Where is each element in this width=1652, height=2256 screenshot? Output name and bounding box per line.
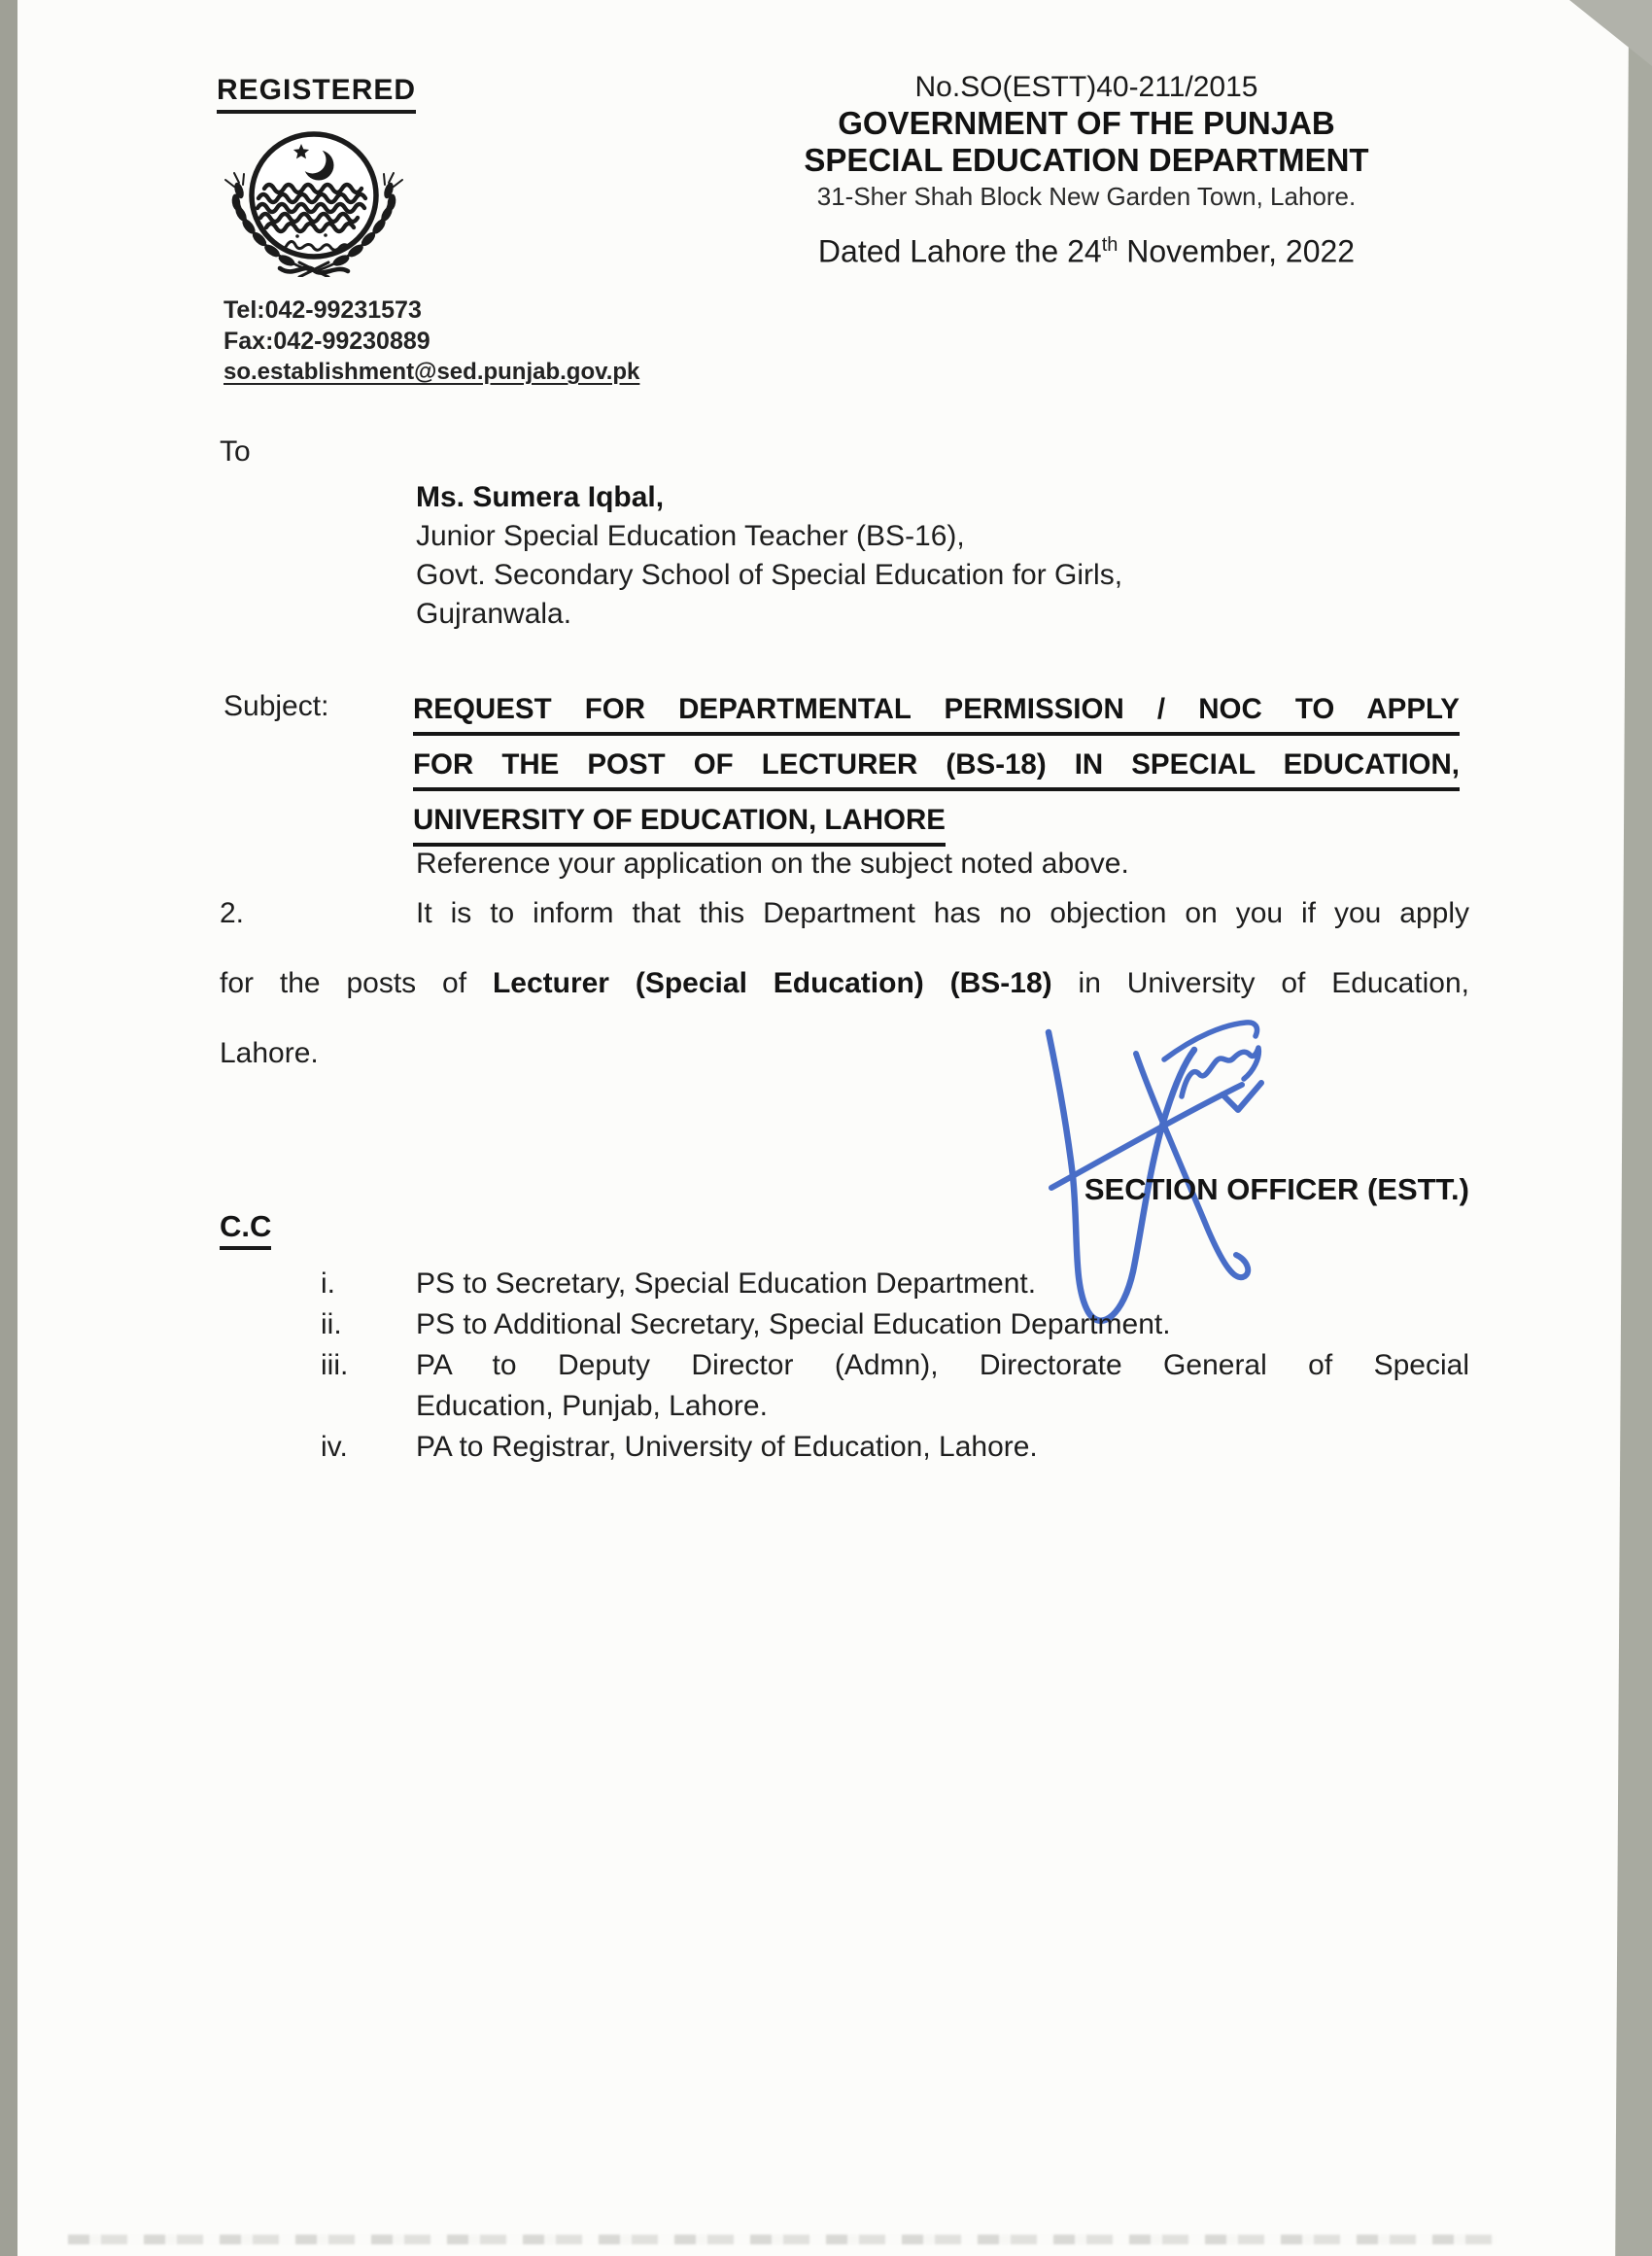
- cc-item: [321, 1304, 1469, 1345]
- to-label: To: [220, 435, 251, 468]
- reference-sentence: Reference your application on the subject noted above.: [416, 848, 1129, 880]
- subject-text: [413, 690, 1460, 856]
- subject-line-1: REQUEST FOR DEPARTMENTAL PERMISSION / NOC TO APPLY: [413, 690, 1460, 736]
- paragraph-line-2-post: in University of Education,: [1078, 967, 1469, 999]
- fax-line: Fax:042-99230889: [224, 328, 430, 355]
- scan-corner-top-right: [1569, 0, 1652, 66]
- paragraph-line-2-bold: Lecturer (Special Education) (BS-18): [492, 967, 1052, 999]
- recipient-city: Gujranwala.: [416, 598, 572, 630]
- cc-text-line-1: PA to Deputy Director (Admn), Directorate General of Special: [416, 1349, 1469, 1381]
- scan-edge-left: [0, 0, 17, 2256]
- date-prefix: Dated Lahore the 24: [817, 233, 1102, 269]
- cc-numeral: iii.: [321, 1349, 349, 1381]
- cc-label: C.C: [220, 1209, 271, 1250]
- cc-item: [321, 1345, 1469, 1427]
- date-line: [719, 226, 1454, 271]
- registered-label: REGISTERED: [217, 74, 416, 114]
- date-suffix: November, 2022: [1118, 233, 1356, 269]
- cc-text: PS to Additional Secretary, Special Education Department.: [416, 1308, 1171, 1340]
- cc-numeral: iv.: [321, 1431, 348, 1463]
- paragraph-line-1-text: It is to inform that this Department has no objection on you if you apply: [416, 897, 1469, 929]
- punjab-emblem-icon: [216, 126, 412, 277]
- cc-list: [321, 1264, 1469, 1468]
- letterhead: [719, 70, 1454, 271]
- email-line: so.establishment@sed.punjab.gov.pk: [224, 359, 640, 385]
- recipient-institution: Govt. Secondary School of Special Education for Girls,: [416, 559, 1123, 591]
- paragraph-line-1: [220, 879, 1469, 949]
- reference-number: No.SO(ESTT)40-211/2015: [914, 71, 1258, 103]
- cc-text-line-2: Education, Punjab, Lahore.: [416, 1390, 768, 1422]
- department-title: SPECIAL EDUCATION DEPARTMENT: [804, 142, 1369, 178]
- signoff-title: SECTION OFFICER (ESTT.): [1084, 1172, 1469, 1206]
- paragraph-number: 2.: [220, 897, 245, 929]
- paragraph-line-3: Lahore.: [220, 1037, 319, 1069]
- cc-item: [321, 1264, 1469, 1304]
- subject-line-3: UNIVERSITY OF EDUCATION, LAHORE: [413, 801, 946, 847]
- recipient-name: Ms. Sumera Iqbal,: [416, 481, 665, 513]
- date-ordinal: th: [1101, 234, 1119, 256]
- cc-text: PA to Registrar, University of Education, Lahore.: [416, 1431, 1038, 1463]
- scan-noise-bottom: [68, 2235, 1497, 2244]
- contact-block: [224, 295, 639, 388]
- cc-text: PS to Secretary, Special Education Department.: [416, 1267, 1037, 1300]
- punjab-emblem-logo: [216, 126, 412, 277]
- recipient-designation: Junior Special Education Teacher (BS-16),: [416, 520, 965, 552]
- government-title: GOVERNMENT OF THE PUNJAB: [838, 105, 1335, 141]
- tel-line: Tel:042-99231573: [224, 296, 422, 324]
- department-address: 31-Sher Shah Block New Garden Town, Lahore.: [816, 182, 1357, 211]
- cc-numeral: i.: [321, 1267, 335, 1300]
- subject-line-2: FOR THE POST OF LECTURER (BS-18) IN SPECIAL EDUCATION,: [413, 746, 1460, 791]
- cc-text: [416, 1345, 1469, 1427]
- recipient-address: [416, 478, 1122, 634]
- cc-item: [321, 1427, 1469, 1468]
- paragraph-line-2-pre: for the posts of: [220, 967, 467, 999]
- scan-edge-right: [1608, 0, 1652, 2256]
- cc-numeral: ii.: [321, 1308, 342, 1340]
- subject-label: Subject:: [224, 690, 329, 722]
